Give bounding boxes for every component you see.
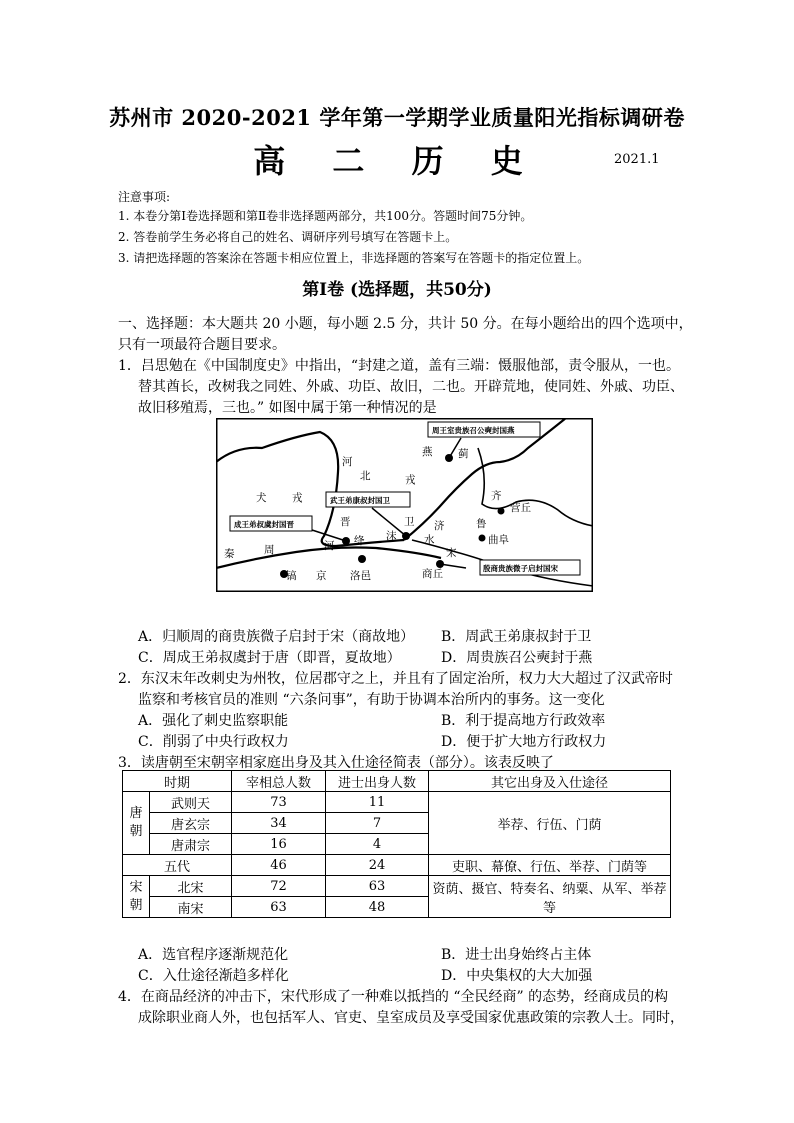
- table-cell: 五代: [123, 855, 232, 876]
- map-label-bei: 北: [360, 470, 371, 482]
- q4-stem-line-2: 成除职业商人外，也包括军人、官吏、皇室成员及享受国家优惠政策的宗教人士。同时，: [138, 1010, 684, 1026]
- q3-stem: 3．读唐朝至宋朝宰相家庭出身及其入仕途径简表（部分）。该表反映了: [118, 755, 554, 771]
- table-header-cell: 宰相总人数: [232, 771, 326, 792]
- map-label-yan: 燕: [422, 446, 433, 458]
- map-label-shangqiu: 商丘: [422, 568, 443, 580]
- note-item-2: 2. 答卷前学生务必将自己的姓名、调研序列号填写在答题卡上。: [118, 230, 458, 244]
- table-cell: 资荫、摄官、特奏名、纳粟、从军、举荐等: [429, 876, 671, 918]
- q1-option-c: C．周成王弟叔虞封于唐（即晋，夏故地）: [138, 650, 401, 666]
- map-label-he: 河: [342, 456, 353, 468]
- period-group-label: 宋朝: [129, 879, 143, 913]
- q2-stem-line-2: 监察和考核官员的准则 “六条问事”，有助于协调本治所内的事务。这一变化: [138, 692, 605, 708]
- period-group-song: [123, 876, 150, 918]
- map-tag-yan: 周王室贵族召公奭封国燕: [432, 426, 515, 435]
- map-label-yingqiu: 营丘: [510, 502, 531, 514]
- table-cell: 72: [232, 876, 326, 897]
- q3-table: [122, 770, 671, 918]
- table-cell: 16: [232, 834, 326, 855]
- map-label-jing: 京: [316, 570, 327, 582]
- map-label-qin: 秦: [224, 548, 235, 560]
- map-label-ji-river: 济: [434, 520, 445, 532]
- exam-title: 苏州市 2020-2021 学年第一学期学业质量阳光指标调研卷: [109, 105, 685, 130]
- q2-option-c: C．削弱了中央行政权力: [138, 734, 289, 750]
- map-label-lu: 鲁: [476, 518, 487, 530]
- western-zhou-fiefs-map: [216, 418, 593, 592]
- city-dot-yingqiu: [498, 508, 505, 515]
- map-tag-jin: 成王弟叔虞封国晋: [234, 520, 294, 529]
- period-group-label: 唐朝: [129, 806, 143, 839]
- table-cell: 63: [232, 897, 326, 918]
- map-label-mo: 沫: [386, 530, 397, 542]
- map-label-rong-1: 戎: [405, 474, 416, 486]
- q1-option-a: A．归顺周的商贵族微子启封于宋（商故地）: [138, 629, 415, 645]
- exam-date: 2021.1: [614, 152, 660, 167]
- section-intro-line-2: 只有一项最符合题目要求。: [118, 337, 286, 353]
- q1-stem-line-1: 1．吕思勉在《中国制度史》中指出，“封建之道，盖有三端：慑服他部，责令服从，一也。: [118, 358, 681, 374]
- table-cell: 63: [326, 876, 429, 897]
- map-label-ji: 蓟: [458, 448, 469, 460]
- q2-option-b: B．利于提高地方行政效率: [441, 713, 606, 729]
- table-cell: 唐玄宗: [150, 813, 232, 834]
- q3-option-c: C．入仕途径渐趋多样化: [138, 968, 289, 984]
- section-intro-line-1: 一、选择题：本大题共 20 小题，每小题 2.5 分，共计 50 分。在每小题给出的四个选项中，: [118, 316, 693, 332]
- table-cell: 7: [326, 813, 429, 834]
- subject-heading: 高 二 历 史: [253, 142, 541, 180]
- map-label-zhou: 周: [264, 544, 275, 556]
- q1-stem-line-2: 替其酋长，改树我之同姓、外戚、功臣、故旧，二也。开辟荒地，使同姓、外戚、功臣、: [138, 379, 684, 395]
- map-tag-wei: 武王弟康叔封国卫: [330, 496, 390, 505]
- table-cell: 唐肃宗: [150, 834, 232, 855]
- table-header-cell: 其它出身及入仕途径: [429, 771, 671, 792]
- map-label-qi: 齐: [491, 490, 502, 502]
- table-cell: 11: [326, 792, 429, 813]
- table-cell: 4: [326, 834, 429, 855]
- q2-stem-line-1: 2．东汉末年改刺史为州牧，位居郡守之上，并且有了固定治所，权力大大超过了汉武帝时: [118, 671, 673, 687]
- map-tag-song: 殷商贵族微子启封国宋: [483, 564, 558, 573]
- map-label-song: 宋: [446, 547, 457, 559]
- city-dot-qufu: [479, 535, 486, 542]
- map-label-rong-2: 戎: [292, 492, 303, 504]
- q3-option-b: B．进士出身始终占主体: [441, 947, 592, 963]
- table-cell: 24: [326, 855, 429, 876]
- table-cell: 吏职、幕僚、行伍、举荐、门荫等: [429, 855, 671, 876]
- map-label-he-2: 河: [324, 540, 335, 552]
- table-cell: 举荐、行伍、门荫: [429, 792, 671, 855]
- table-cell: 48: [326, 897, 429, 918]
- map-label-jiang: 绛: [354, 535, 365, 547]
- table-cell: 北宋: [150, 876, 232, 897]
- section-heading: 第Ⅰ卷 (选择题，共50分): [302, 280, 492, 300]
- q2-option-a: A．强化了刺史监察职能: [138, 713, 289, 729]
- map-label-quan: 犬: [256, 492, 267, 504]
- table-cell: 73: [232, 792, 326, 813]
- map-label-luoyi: 洛邑: [350, 570, 371, 582]
- table-row: [123, 876, 671, 897]
- table-row: [123, 792, 671, 813]
- table-row: [123, 855, 671, 876]
- map-label-wei: 卫: [404, 516, 415, 528]
- notes-heading: 注意事项:: [118, 190, 171, 204]
- note-item-1: 1. 本卷分第Ⅰ卷选择题和第Ⅱ卷非选择题两部分，共100分。答题时间75分钟。: [118, 209, 533, 223]
- q2-option-d: D．便于扩大地方行政权力: [441, 734, 607, 750]
- table-header-cell: 进士出身人数: [326, 771, 429, 792]
- map-label-qufu: 曲阜: [488, 534, 509, 546]
- map-label-hao: 镐: [286, 570, 297, 582]
- note-item-3: 3. 请把选择题的答案涂在答题卡相应位置上，非选择题的答案写在答题卡的指定位置上。: [118, 251, 590, 265]
- table-cell: 武则天: [150, 792, 232, 813]
- q3-option-a: A．选官程序逐渐规范化: [138, 947, 289, 963]
- period-group-tang: [123, 792, 150, 855]
- q1-option-b: B．周武王弟康叔封于卫: [441, 629, 592, 645]
- table-cell: 46: [232, 855, 326, 876]
- table-cell: 南宋: [150, 897, 232, 918]
- table-header-row: [123, 771, 671, 792]
- q1-stem-line-3: 故旧移殖焉，三也。” 如图中属于第一种情况的是: [138, 400, 437, 416]
- table-header-cell: 时期: [123, 771, 232, 792]
- city-dot-luoyi: [358, 555, 366, 563]
- table-cell: 34: [232, 813, 326, 834]
- q3-option-d: D．中央集权的大大加强: [441, 968, 593, 984]
- q4-stem-line-1: 4．在商品经济的冲击下，宋代形成了一种难以抵挡的 “全民经商” 的态势，经商成员的构: [118, 989, 669, 1005]
- q1-option-d: D．周贵族召公奭封于燕: [441, 650, 593, 666]
- map-label-shui: 水: [424, 534, 435, 546]
- map-label-jin: 晋: [340, 516, 351, 528]
